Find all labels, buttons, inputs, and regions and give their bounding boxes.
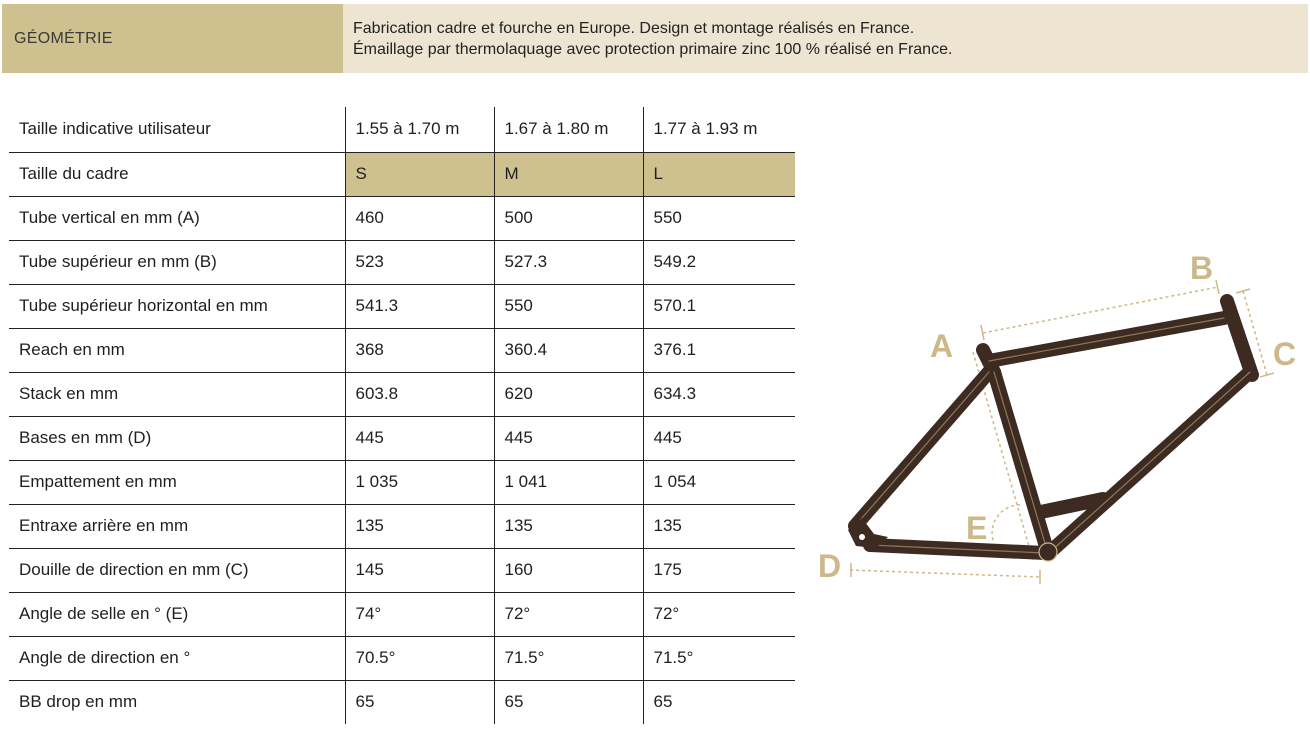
table-row <box>9 460 795 504</box>
size-value-l: 175 <box>643 548 795 592</box>
row-label: Taille du cadre <box>9 152 345 196</box>
size-value-m: M <box>494 152 643 196</box>
dimension-lines <box>850 287 1267 577</box>
row-label: Bases en mm (D) <box>9 416 345 460</box>
size-value-m: 550 <box>494 284 643 328</box>
size-value-l: 72° <box>643 592 795 636</box>
size-value-m: 500 <box>494 196 643 240</box>
row-label: Reach en mm <box>9 328 345 372</box>
row-label: Tube supérieur en mm (B) <box>9 240 345 284</box>
head-tube <box>1227 301 1252 375</box>
row-label: Angle de direction en ° <box>9 636 345 680</box>
size-value-m: 71.5° <box>494 636 643 680</box>
size-value-s: 603.8 <box>345 372 494 416</box>
size-value-s: 74° <box>345 592 494 636</box>
size-value-m: 1.67 à 1.80 m <box>494 107 643 152</box>
row-label: Tube supérieur horizontal en mm <box>9 284 345 328</box>
size-value-l: 570.1 <box>643 284 795 328</box>
row-label: Entraxe arrière en mm <box>9 504 345 548</box>
size-value-l: 71.5° <box>643 636 795 680</box>
dropout-axle-hole <box>859 534 865 540</box>
size-value-l: 1.77 à 1.93 m <box>643 107 795 152</box>
size-value-s: 135 <box>345 504 494 548</box>
size-value-m: 135 <box>494 504 643 548</box>
size-value-m: 1 041 <box>494 460 643 504</box>
size-value-s: 541.3 <box>345 284 494 328</box>
table-row <box>9 372 795 416</box>
size-value-s: 445 <box>345 416 494 460</box>
row-label: Taille indicative utilisateur <box>9 107 345 152</box>
size-value-l: 376.1 <box>643 328 795 372</box>
size-value-l: 549.2 <box>643 240 795 284</box>
table-row <box>9 196 795 240</box>
label-a: A <box>930 328 954 364</box>
table-row <box>9 592 795 636</box>
size-value-m: 65 <box>494 680 643 724</box>
row-label: Douille de direction en mm (C) <box>9 548 345 592</box>
size-value-l: 550 <box>643 196 795 240</box>
label-c: C <box>1273 336 1297 372</box>
row-label: BB drop en mm <box>19 692 138 712</box>
size-value-s: S <box>345 152 494 196</box>
description-line-1: Fabrication cadre et fourche en Europe. Design et montage réalisés en France. <box>353 20 915 37</box>
size-value-l: 135 <box>643 504 795 548</box>
bike-frame-diagram <box>812 245 1307 590</box>
geometry-table <box>9 107 795 724</box>
frame-tubes <box>855 301 1252 553</box>
bottom-bracket <box>1039 543 1057 561</box>
size-value-l: 445 <box>643 416 795 460</box>
description-line-2: Émaillage par thermolaquage avec protection primaire zinc 100 % réalisé en France. <box>353 41 953 58</box>
size-value-s: 145 <box>345 548 494 592</box>
table-row <box>9 107 795 152</box>
size-value-s: 70.5° <box>345 636 494 680</box>
header-description <box>343 4 1308 73</box>
size-value-s: 523 <box>345 240 494 284</box>
table-row <box>9 416 795 460</box>
size-value-s: 368 <box>345 328 494 372</box>
row-label: Tube vertical en mm (A) <box>9 196 345 240</box>
label-e: E <box>966 510 988 546</box>
size-value-m: 72° <box>494 592 643 636</box>
size-value-l: 634.3 <box>643 372 795 416</box>
row-label: Stack en mm <box>9 372 345 416</box>
table-row <box>9 240 795 284</box>
table-row <box>9 636 795 680</box>
size-value-s: 65 <box>345 680 494 724</box>
size-value-l: 65 <box>643 680 795 724</box>
size-value-m: 527.3 <box>494 240 643 284</box>
table-row <box>9 504 795 548</box>
size-value-m: 445 <box>494 416 643 460</box>
label-b: B <box>1190 250 1214 286</box>
size-value-m: 160 <box>494 548 643 592</box>
size-value-s: 1 035 <box>345 460 494 504</box>
size-value-l: L <box>643 152 795 196</box>
label-d: D <box>818 548 842 584</box>
header-bar <box>2 4 1308 73</box>
size-value-m: 620 <box>494 372 643 416</box>
section-title: GÉOMÉTRIE <box>2 4 343 73</box>
row-label: Empattement en mm <box>9 460 345 504</box>
table-row <box>9 152 795 196</box>
size-value-s: 460 <box>345 196 494 240</box>
table-row <box>9 680 795 724</box>
size-value-s: 1.55 à 1.70 m <box>345 107 494 152</box>
angle-e-arc <box>992 505 1022 540</box>
table-row <box>9 548 795 592</box>
row-label: Angle de selle en ° (E) <box>9 592 345 636</box>
table-row <box>9 284 795 328</box>
table-row <box>9 328 795 372</box>
dimension-d-line <box>850 570 1040 577</box>
size-value-m: 360.4 <box>494 328 643 372</box>
size-value-l: 1 054 <box>643 460 795 504</box>
